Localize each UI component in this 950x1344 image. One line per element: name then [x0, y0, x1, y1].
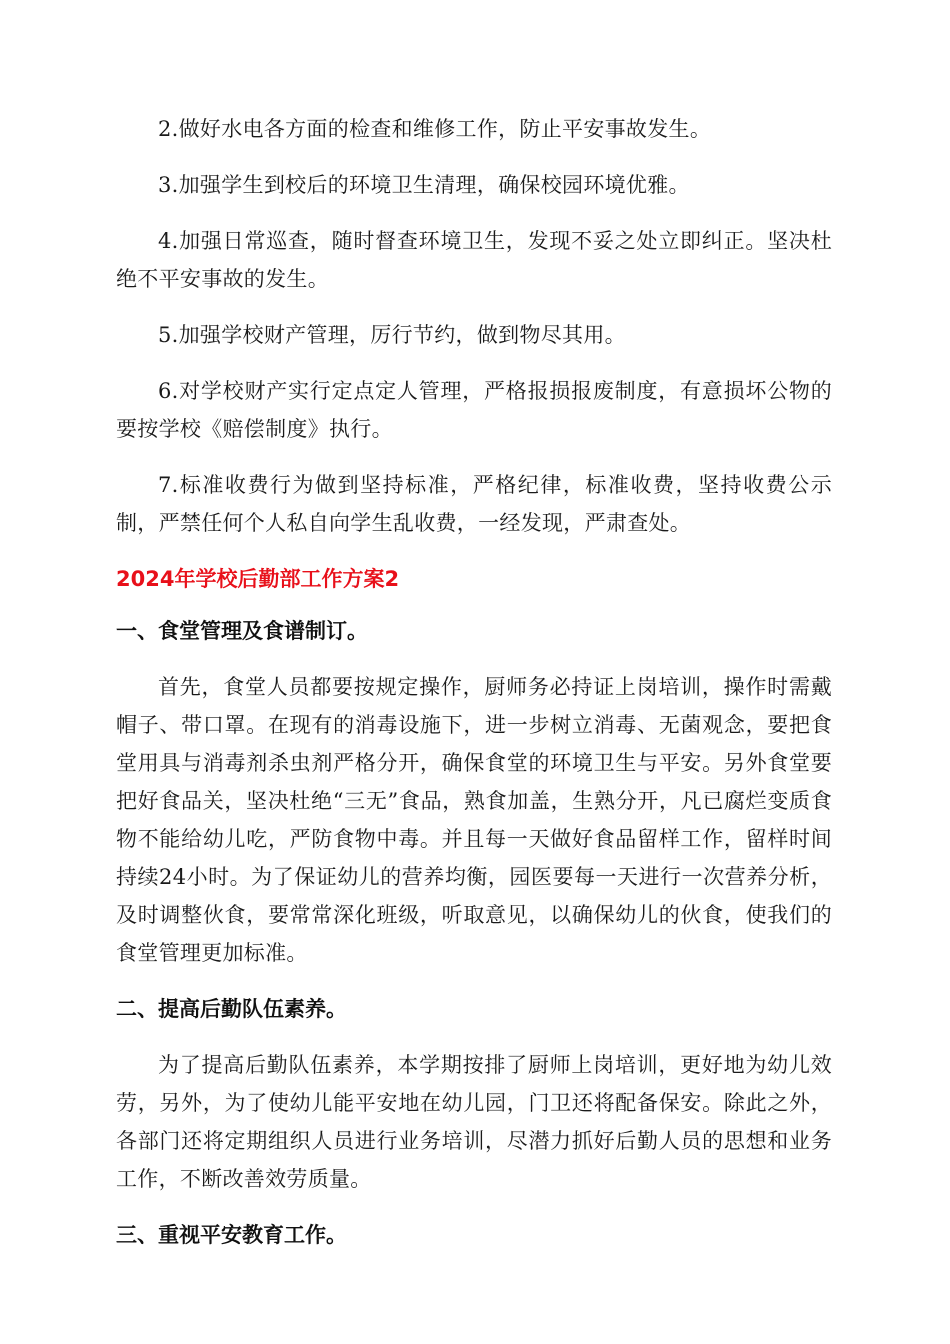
heading-logistics-team: 二、提高后勤队伍素养。: [116, 997, 347, 1021]
paragraph-canteen-management: 首先，食堂人员都要按规定操作，厨师务必持证上岗培训，操作时需戴帽子、带口罩。在现有的消毒设施下，进一步树立消毒、无菌观念，要把食堂用具与消毒剂杀虫剂严格分开，确保食堂的环境卫生与平安。另外食堂要把好食品关，坚决杜绝“三无”食品，熟食加盖，生熟分开，凡已腐烂变质食物不能给幼儿吃，严防食物中毒。并且每一天做好食品留样工作，留样时间持续24小时。为了保证幼儿的营养均衡，园医要每一天进行一次营养分析，及时调整伙食，要常常深化班级，听取意见，以确保幼儿的伙食，使我们的食堂管理更加标准。: [116, 675, 832, 965]
paragraph-logistics-team: 为了提高后勤队伍素养，本学期按排了厨师上岗培训，更好地为幼儿效劳，另外，为了使幼儿能平安地在幼儿园，门卫还将配备保安。除此之外，各部门还将定期组织人员进行业务培训，尽潜力抓好后勤人员的思想和业务工作，不断改善效劳质量。: [116, 1053, 832, 1191]
heading-canteen-management: 一、食堂管理及食谱制订。: [116, 619, 368, 643]
heading-safety-education: 三、重视平安教育工作。: [116, 1223, 347, 1247]
list-item-6: 6.对学校财产实行定点定人管理，严格报损报废制度，有意损坏公物的要按学校《赔偿制度》执行。: [116, 379, 832, 441]
list-item-5: 5.加强学校财产管理，厉行节约，做到物尽其用。: [158, 323, 626, 347]
list-item-2: 2.做好水电各方面的检查和维修工作，防止平安事故发生。: [158, 117, 712, 141]
list-item-7: 7.标准收费行为做到坚持标准，严格纪律，标准收费，坚持收费公示制，严禁任何个人私自向学生乱收费，一经发现，严肃查处。: [116, 473, 832, 535]
list-item-3: 3.加强学生到校后的环境卫生清理，确保校园环境优雅。: [158, 173, 690, 197]
document-page: [116, 110, 832, 1272]
list-item-4: 4.加强日常巡查，随时督查环境卫生，发现不妥之处立即纠正。坚决杜绝不平安事故的发生。: [116, 229, 832, 291]
section-title: 2024年学校后勤部工作方案2: [116, 567, 400, 591]
